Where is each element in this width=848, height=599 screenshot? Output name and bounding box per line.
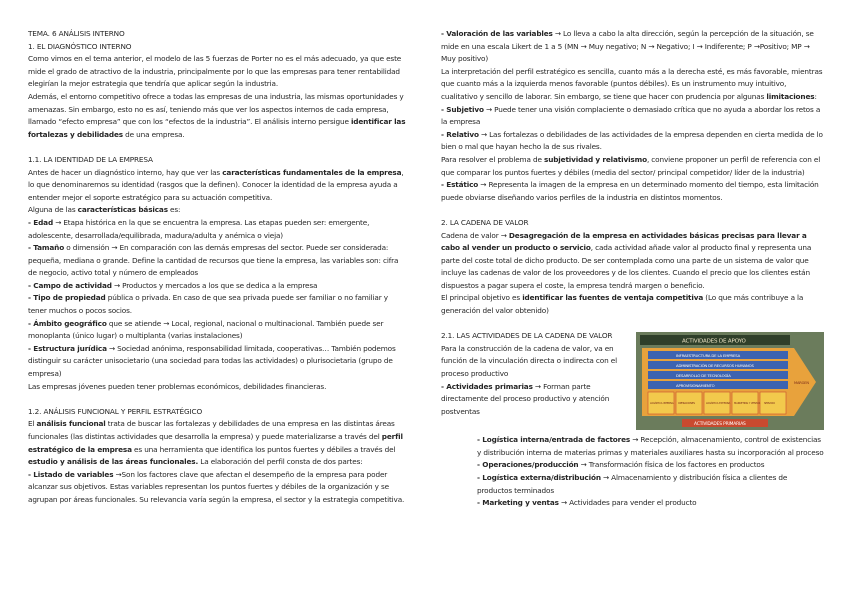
- paragraph: Antes de hacer un diagnóstico interno, hay que ver las características fundamentales de la empresa, lo que denominaremos su identidad (rasgos que la definen). Conocer la identidad de la empresa ayuda a entender mejor el soporte estratégico para su actuación competitiva.: [28, 167, 404, 202]
- value-chain-diagram: [636, 332, 824, 430]
- primary-col: LOGÍSTICA INTERNA: [650, 402, 674, 406]
- list-item: - Actividades primarias → Forman parte directamente del proceso productivo y atención postventas: [441, 381, 610, 416]
- left-column: [28, 28, 406, 507]
- primary-activities-list: [441, 434, 824, 510]
- list-item: - Edad → Etapa histórica en la que se encuentra la empresa. Las etapas pueden ser: emergente, adolescente, desarrollada/equilibrada, madura/adulta y anémica o vieja): [28, 217, 370, 240]
- section-heading-diagnostico: 1. EL DIAGNÓSTICO INTERNO: [28, 41, 132, 51]
- list-item: - Campo de actividad → Productos y mercados a los que se dedica a la empresa: [28, 280, 318, 290]
- section-heading-analisis: 1.2. ANÁLISIS FUNCIONAL Y PERFIL ESTRATÉGICO: [28, 406, 203, 416]
- list-item: - Estructura jurídica → Sociedad anónima, responsabilidad limitada, cooperativas… También podemos distinguir su carácter unisocietario (una sociedad para todas las actividades) o plurisocietaria (grupo de empresa): [28, 343, 396, 379]
- list-item: - Subjetivo → Puede tener una visión complaciente o demasiado crítica que no ayuda a abordar los retos a la empresa: [441, 104, 821, 127]
- list-item: - Marketing y ventas → Actividades para vender el producto: [477, 498, 697, 508]
- list-item: - Operaciones/producción → Transformación física de los factores en productos: [477, 460, 765, 470]
- primary-col: MARKETING Y VENTAS: [734, 402, 761, 406]
- paragraph: Como vimos en el tema anterior, el modelo de las 5 fuerzas de Porter no es el más adecuado, ya que este mide el grado de atractivo de la industria, principalmente por lo que las empresas para tener rentabilidad elegirían la mejor estrategia que tendría que aplicar según la industria.: [28, 54, 402, 89]
- primary-col: SERVICIO: [764, 402, 775, 406]
- list-item: - Logística interna/entrada de factores → Recepción, almacenamiento, control de existencias y distribución interna de materias primas y materiales auxiliares hasta su incorporación al proceso: [477, 435, 824, 457]
- value-chain-figure: [636, 332, 824, 430]
- support-row: INFRAESTRUCTURA DE LA EMPRESA: [676, 353, 741, 359]
- primary-col: OPERACIONES: [678, 402, 695, 406]
- page-title: TEMA. 6 ANÁLISIS INTERNO: [28, 29, 125, 38]
- support-row: APROVISIONAMIENTO: [676, 383, 715, 389]
- margin-label: MARGEN: [794, 381, 809, 386]
- paragraph: El principal objetivo es identificar las fuentes de ventaja competitiva (Lo que más contribuye a la generación del valor obtenido): [441, 293, 804, 316]
- primary-label: ACTIVIDADES PRIMARIAS: [694, 422, 746, 428]
- list-item: - Tipo de propiedad pública o privada. En caso de que sea privada puede ser familiar o no familiar y tener muchos o pocos socios.: [28, 293, 388, 316]
- paragraph: Las empresas jóvenes pueden tener problemas económicos, debilidades financieras.: [28, 381, 327, 391]
- support-row: ADMINISTRACIÓN DE RECURSOS HUMANOS: [676, 363, 754, 369]
- paragraph: El análisis funcional trata de buscar las fortalezas y debilidades de una empresa en las distintas áreas funcionales (las distintas actividades que desarrolla la empresa) y puede materializarse a través del perfil estratégico de la empresa es una herramienta que identifica los puntos fuertes y débiles a través del estudio y análisis de las áreas funcionales. La elaboración del perfil consta de dos partes:: [28, 419, 403, 467]
- value-chain-block: [441, 330, 824, 434]
- section-heading-identidad: 1.1. LA IDENTIDAD DE LA EMPRESA: [28, 154, 153, 164]
- paragraph: Cadena de valor → Desagregación de la empresa en actividades básicas precisas para llevar a cabo al vender un producto o servicio, cada actividad añade valor al producto final y representa una parte del coste total de dicho producto. De ser contemplada como una parte de un sistema de valor que incluye las cadenas de valor de los proveedores y de los clientes. Cuando el precio que los clientes están dispuestos a pagar supera el coste, la empresa tendrá margen o beneficio.: [441, 230, 812, 290]
- list-item: - Logística externa/distribución → Almacenamiento y distribución física a clientes de productos terminados: [477, 473, 788, 495]
- paragraph: La interpretación del perfil estratégico es sencilla, cuanto más a la derecha esté, es más favorable, mientras que cuanto más a la izquierda menos favorable (puntos débiles). Es un instrumento muy intuitivo, cualitativo y sencillo de laborar. Sin embargo, se tiene que hacer con prudencia por algunas limitaciones:: [441, 66, 823, 101]
- paragraph: Además, el entorno competitivo ofrece a todas las empresas de una industria, las mismas oportunidades y amenazas. Sin embargo, esto no es así, teniendo más que ver los aspectos internos de cada empresa, llamado “efecto empresa” que con los “efectos de la industria”. El análisis interno persigue identificar las fortalezas y debilidades de una empresa.: [28, 91, 406, 139]
- list-item: - Valoración de las variables → Lo lleva a cabo la alta dirección, según la percepción de la situación, se mide en una escala Likert de 1 a 5 (MN → Muy negativo; N → Negativo; I → Indiferente; P →Positivo; MP → Muy positivo): [441, 29, 814, 64]
- list-item: - Estático → Representa la imagen de la empresa en un determinado momento del tiempo, esta limitación puede obviarse diseñando varios perfiles de la industria en distintos momentos.: [441, 180, 819, 202]
- list-item: - Ámbito geográfico que se atiende → Local, regional, nacional o multinacional. También puede ser monoplanta (único lugar) o multiplanta (varias instalaciones): [28, 318, 384, 341]
- section-heading-cadena: 2. LA CADENA DE VALOR: [441, 217, 529, 227]
- paragraph: Alguna de las características básicas es:: [28, 205, 181, 215]
- section-heading-actividades: 2.1. LAS ACTIVIDADES DE LA CADENA DE VALOR: [441, 331, 613, 341]
- paragraph: Para resolver el problema de subjetividad y relativismo, conviene proponer un perfil de referencia con el que comparar los puntos fuertes y débiles (media del sector/ principal competidor/ líder de la industria): [441, 154, 821, 177]
- support-row: DESARROLLO DE TECNOLOGÍA: [676, 373, 731, 379]
- list-item: - Listado de variables →Son los factores clave que afectan el desempeño de la empresa para poder alcanzar sus objetivos. Estas variables representan los puntos fuertes y débiles de la organización y se agrupan por áreas funcionales. Su relevancia varía según la empresa, el sector y la estrategia competitiva.: [28, 469, 405, 504]
- primary-col: LOGÍSTICA EXTERNA: [706, 402, 731, 406]
- paragraph: Para la construcción de la cadena de valor, va en función de la vinculación directa o indirecta con el proceso productivo: [441, 343, 617, 379]
- support-label: ACTIVIDADES DE APOYO: [682, 338, 746, 345]
- list-item: - Tamaño o dimensión → En comparación con las demás empresas del sector. Puede ser considerada: pequeña, mediana o grande. Define la cantidad de recursos que tiene la empresa, las variables son: cifra de negocio, activo total y número de empleados: [28, 243, 399, 278]
- list-item: - Relativo → Las fortalezas o debilidades de las actividades de la empresa dependen en cierta medida de lo bien o mal que hayan hecho la de sus rivales.: [441, 129, 823, 152]
- right-column: [441, 28, 824, 510]
